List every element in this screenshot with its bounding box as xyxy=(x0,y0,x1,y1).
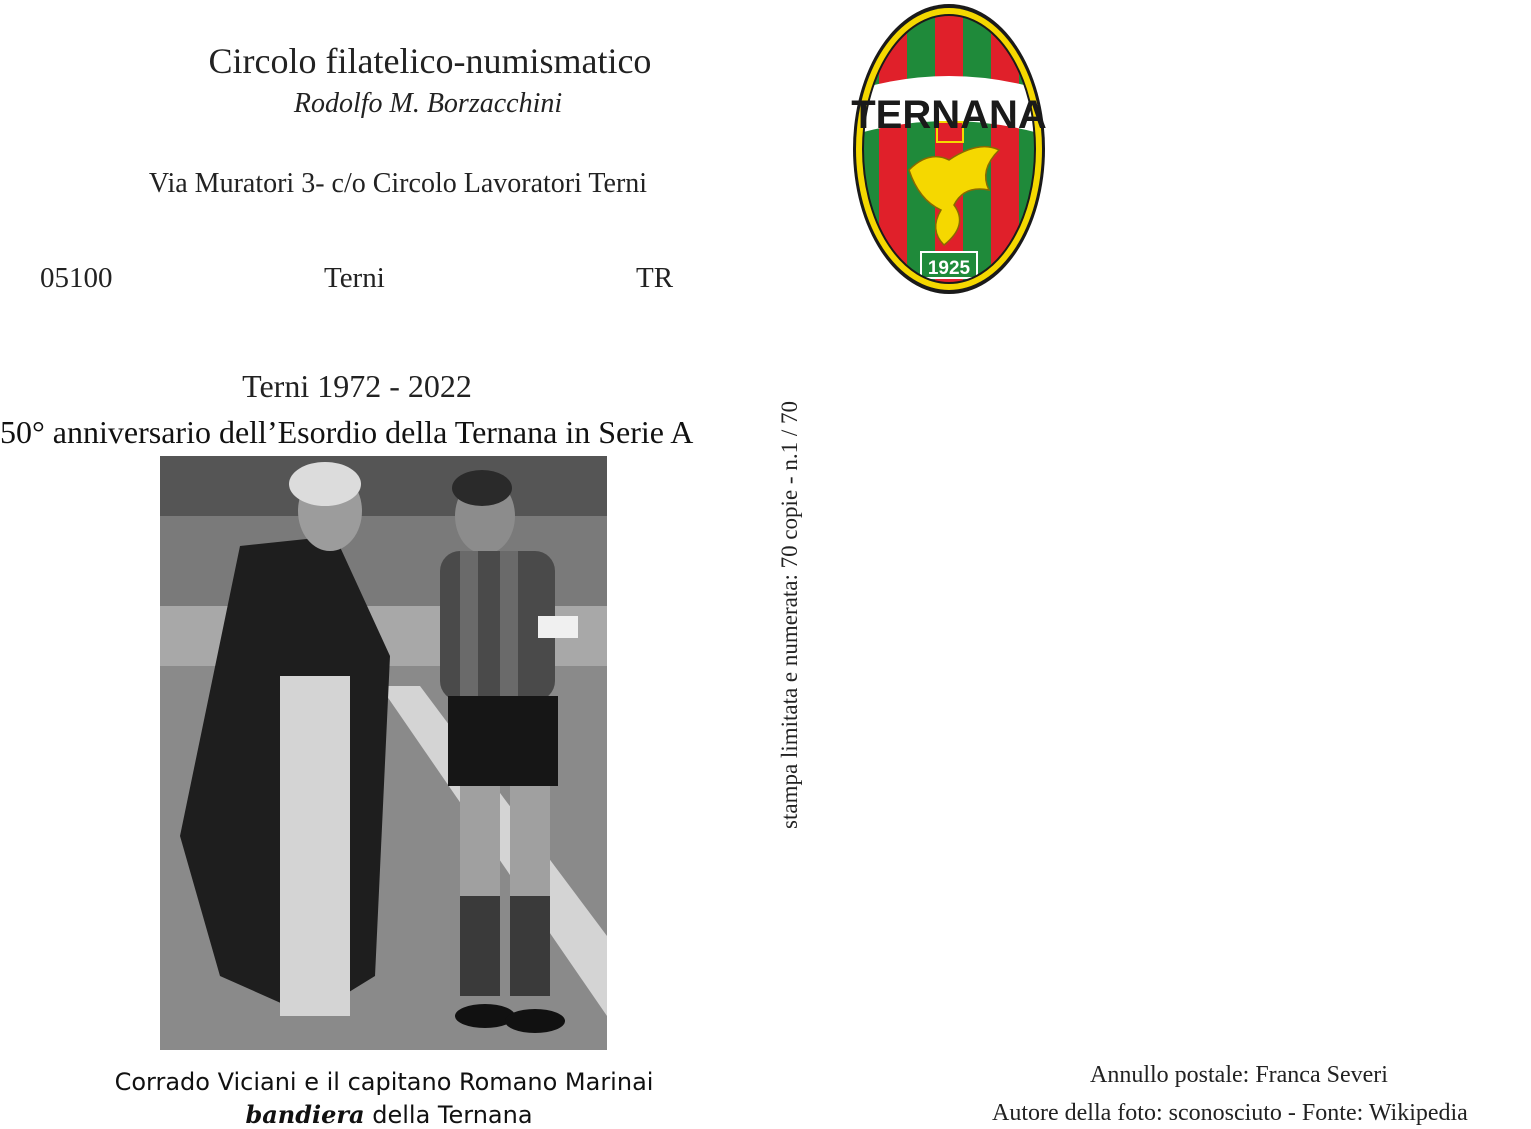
postal-code: 05100 xyxy=(40,262,113,294)
city-name: Terni xyxy=(324,262,385,294)
crest-name: TERNANA xyxy=(851,93,1047,137)
crest-year: 1925 xyxy=(927,258,971,279)
photo-credit: Autore della foto: sconosciuto - Fonte: Wikipedia xyxy=(992,1100,1468,1126)
historic-photo xyxy=(160,456,607,1050)
photo-caption-line2 xyxy=(0,1100,778,1129)
postmark-credit: Annullo postale: Franca Severi xyxy=(1090,1062,1388,1088)
photo-caption-line1: Corrado Viciani e il capitano Romano Marinai xyxy=(114,1068,654,1096)
event-years: Terni 1972 - 2022 xyxy=(242,368,472,404)
circle-title: Circolo filatelico-numismatico xyxy=(208,41,652,81)
edition-note: stampa limitata e numerata: 70 copie - n.1 / 70 xyxy=(777,401,802,829)
ternana-crest-icon xyxy=(849,0,1049,298)
circle-subtitle: Rodolfo M. Borzacchini xyxy=(293,88,563,119)
anniversary-title: 50° anniversario dell’Esordio della Ternana in Serie A xyxy=(0,414,694,450)
caption-rest: della Ternana xyxy=(372,1101,533,1129)
street-address: Via Muratori 3- c/o Circolo Lavoratori Terni xyxy=(148,168,648,199)
province-code: TR xyxy=(636,262,674,294)
caption-italic-word: bandiera xyxy=(245,1100,365,1129)
